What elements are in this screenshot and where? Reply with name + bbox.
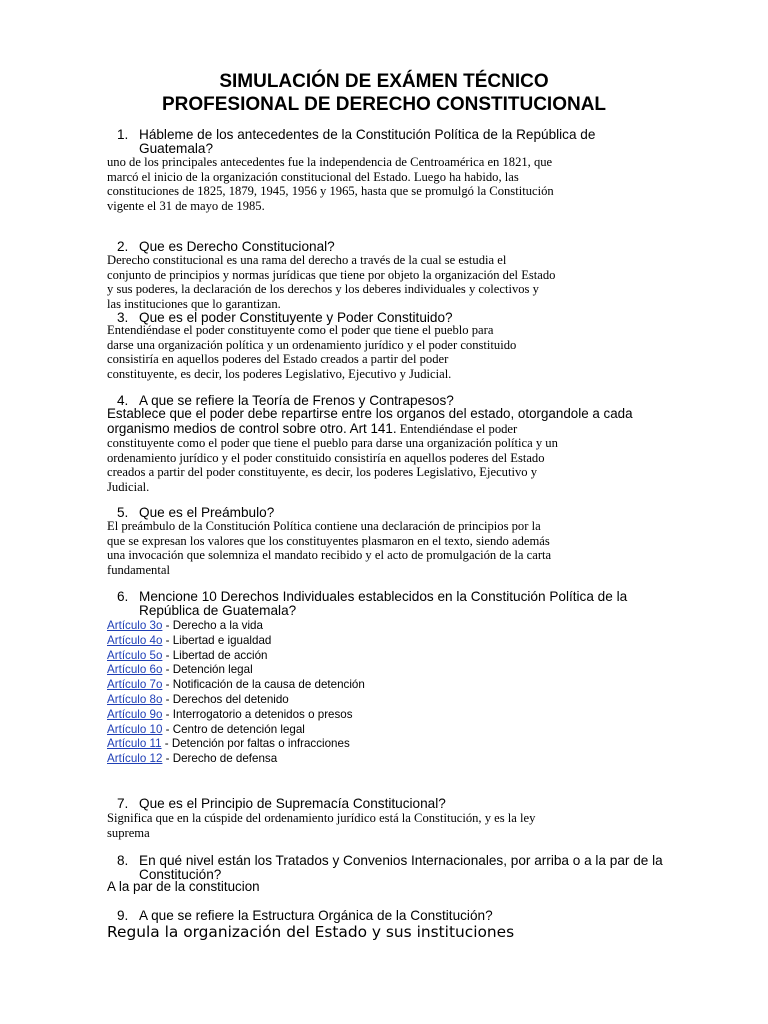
answer-sans [107,407,663,436]
list-item [107,649,607,664]
answer-line: consistiría en aquellos poderes del Estado creados a partir del poder [107,352,449,367]
question-text: Mencione 10 Derechos Individuales establecidos en la Constitución Política de la República de Guatemala? [139,589,628,618]
question-text: A que se refiere la Teoría de Frenos y Contrapesos? [139,393,454,408]
answer-line: constituciones de 1825, 1879, 1945, 1956 y 1965, hasta que se promulgó la Constitución [107,184,554,199]
article-link[interactable]: Artículo 4o [107,633,163,647]
answer-2 [107,253,657,312]
question-1 [117,128,665,155]
article-link[interactable]: Artículo 9o [107,707,163,721]
list-item [107,693,607,708]
article-link[interactable]: Artículo 6o [107,663,163,677]
question-text: A que se refiere la Estructura Orgánica de la Constitución? [139,908,493,923]
answer-line: El preámbulo de la Constitución Política contiene una declaración de principios por la [107,519,541,533]
answer-line: que se expresan los valores que los constituyentes plasmaron en el texto, siendo además [107,533,550,548]
answer-sans: A la par de la constitucion [107,879,260,894]
list-item [107,723,607,738]
answer-line: constituyente, es decir, los poderes Legislativo, Ejecutivo y Judicial. [107,367,452,382]
article-desc: - Derecho a la vida [162,619,263,632]
title-line-1: SIMULACIÓN DE EXÁMEN TÉCNICO [219,71,549,92]
article-desc: - Centro de detención legal [162,722,305,736]
answer-line: Derecho constitucional es una rama del derecho a través de la cual se estudia el [107,253,507,267]
answer-line: una invocación que solemniza el mandato recibido y el acto de promulgación de la carta [107,548,552,563]
article-link[interactable]: Artículo 10 [107,722,163,736]
list-item [107,634,607,649]
question-text: Que es Derecho Constitucional? [139,239,335,254]
question-9 [117,909,665,923]
list-item [107,678,607,693]
question-5 [117,506,665,520]
list-item [107,752,607,767]
question-number: 8. [117,853,129,868]
answer-line: constituyente como el poder que tiene el pueblo para darse una organización política y un [107,436,558,450]
answer-line: uno de los principales antecedentes fue la independencia de Centroamérica en 1821, que [107,155,553,169]
article-desc: - Interrogatorio a detenidos o presos [162,707,353,721]
answer-line: fundamental [107,563,170,578]
question-text: Que es el Principio de Supremacía Constitucional? [139,796,446,811]
answer-line: Judicial. [107,480,150,495]
article-desc: - Derechos del detenido [162,692,289,706]
question-number: 4. [117,393,129,408]
article-desc: - Detención por faltas o infracciones [161,737,350,751]
question-text: En qué nivel están los Tratados y Convenios Internacionales, por arriba o a la par de la Constitución? [139,853,663,882]
question-2 [117,240,665,254]
question-number: 6. [117,589,129,604]
article-link[interactable]: Artículo 5o [107,648,163,662]
list-item [107,663,607,678]
article-link[interactable]: Artículo 11 [107,737,162,751]
answer-4 [107,407,663,495]
answer-line: Significa que en la cúspide del ordenamiento jurídico está la Constitución, y es la ley [107,811,536,825]
answer-line: y sus poderes, la declaración de los derechos y los deberes individuales y colectivos y [107,282,539,297]
question-number: 1. [117,127,129,142]
answer-line: creados a partir del poder constituyente, es decir, los poderes Legislativo, Ejecutivo y [107,465,537,480]
answer-tail: Entendiéndase el poder [396,421,518,436]
article-link[interactable]: Artículo 12 [107,752,163,766]
article-desc: - Notificación de la causa de detención [162,678,365,692]
answer-line: marcó el inicio de la organización constitucional del Estado. Luego ha habido, las [107,169,519,184]
answer-line: ordenamiento jurídico y el poder constituido consistiría en aquellos poderes del Estado [107,450,545,465]
question-number: 9. [117,908,129,923]
answer-9: Regula la organización del Estado y sus instituciones [107,923,515,941]
article-desc: - Detención legal [162,663,253,677]
question-number: 2. [117,239,129,254]
list-item [107,619,607,634]
question-8 [117,854,665,881]
document-title [0,70,768,116]
answer-line: las instituciones que lo garantizan. [107,297,281,312]
answer-line: darse una organización política y un ordenamiento jurídico y el poder constituido [107,337,517,352]
answer-line: suprema [107,825,150,840]
article-link[interactable]: Artículo 8o [107,692,163,706]
answer-line: vigente el 31 de mayo de 1985. [107,199,265,214]
article-desc: - Libertad de acción [162,648,268,662]
question-text: Que es el Preámbulo? [139,505,275,520]
list-item [107,708,607,723]
article-desc: - Libertad e igualdad [162,633,272,647]
article-desc: - Derecho de defensa [162,752,278,766]
question-number: 5. [117,505,129,520]
answer-8 [107,880,657,895]
list-item [107,737,607,752]
answer-7 [107,811,657,840]
article-link[interactable]: Artículo 7o [107,678,163,692]
question-text: Que es el poder Constituyente y Poder Constituido? [139,310,453,325]
answer-sans-text: Establece que el poder debe repartirse entre los organos del estado, otorgandole a cada organismo medios de control sobre otro. Art 141. [107,406,633,436]
question-text: Hábleme de los antecedentes de la Constitución Política de la República de Guatemala? [139,127,596,156]
question-7 [117,797,665,811]
answer-5 [107,519,657,578]
answer-3 [107,323,657,382]
article-link[interactable]: Artículo 3o [107,619,163,632]
question-number: 3. [117,310,129,325]
articles-list [107,619,607,767]
title-line-2: PROFESIONAL DE DERECHO CONSTITUCIONAL [161,94,607,115]
question-6 [117,590,665,617]
answer-line: Entendiéndase el poder constituyente como el poder que tiene el pueblo para [107,323,494,337]
question-number: 7. [117,796,129,811]
answer-1 [107,155,657,214]
answer-line: conjunto de principios y normas jurídicas que tiene por objeto la organización del Estado [107,267,556,282]
